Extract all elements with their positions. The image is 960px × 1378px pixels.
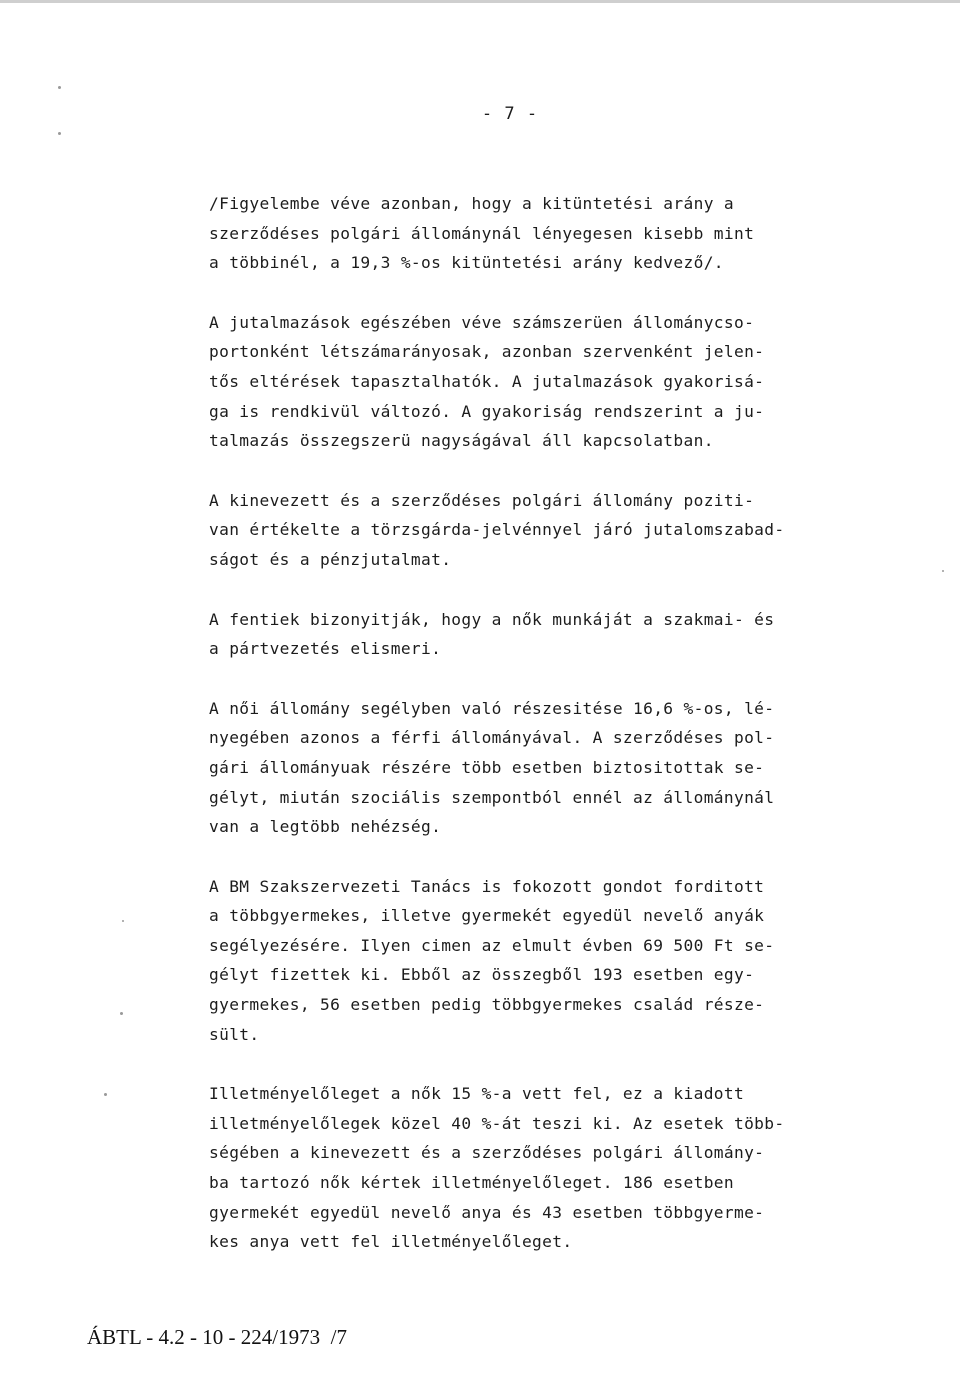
text-line: gyermekét egyedül nevelő anya és 43 esetben többgyerme- — [209, 1202, 765, 1222]
text-line: segélyezésére. Ilyen cimen az elmult évben 69 500 Ft se- — [209, 935, 775, 955]
text-line: a többgyermekes, illetve gyermekét egyedül nevelő anyák — [209, 906, 765, 926]
text-line: A BM Szakszervezeti Tanács is fokozott gondot forditott — [209, 876, 765, 896]
scan-speck — [58, 86, 61, 89]
scan-speck — [122, 920, 124, 922]
text-line: gyermekes, 56 esetben pedig többgyermekes család része- — [209, 995, 765, 1015]
scan-speck — [58, 132, 61, 135]
text-line: ba tartozó nők kértek illetményelőleget. 186 esetben — [209, 1173, 734, 1193]
text-line: portonként létszámarányosak, azonban szervenként jelen- — [209, 342, 765, 362]
text-line: ségében a kinevezett és a szerződéses polgári állomány- — [209, 1143, 765, 1163]
text-line: talmazás összegszerü nagyságával áll kapcsolatban. — [209, 431, 714, 451]
text-line: gélyt fizettek ki. Ebből az összegből 193 esetben egy- — [209, 965, 755, 985]
paragraph-2 — [209, 308, 879, 456]
text-line: gári állományuak részére több esetben biztositottak se- — [209, 757, 765, 777]
paragraph-4 — [209, 605, 879, 664]
paragraph-5 — [209, 694, 879, 842]
text-line: szerződéses polgári állománynál lényegesen kisebb mint — [209, 223, 755, 243]
text-line: a többinél, a 19,3 %-os kitüntetési arány kedvező/. — [209, 253, 724, 273]
document-body — [209, 189, 879, 1287]
text-line: kes anya vett fel illetményelőleget. — [209, 1232, 573, 1252]
scan-speck — [120, 1012, 123, 1015]
top-edge-rule — [0, 0, 960, 3]
paragraph-3 — [209, 486, 879, 575]
text-line: A kinevezett és a szerződéses polgári állomány poziti- — [209, 490, 755, 510]
paragraph-6 — [209, 872, 879, 1050]
text-line: van értékelte a törzsgárda-jelvénnyel járó jutalomszabad- — [209, 520, 785, 540]
text-line: van a legtöbb nehézség. — [209, 817, 442, 837]
text-line: Illetményelőleget a nők 15 %-a vett fel, ez a kiadott — [209, 1084, 745, 1104]
text-line: ga is rendkivül változó. A gyakoriság rendszerint a ju- — [209, 401, 765, 421]
text-line: sült. — [209, 1024, 260, 1044]
text-line: gélyt, miután szociális szempontból ennél az állománynál — [209, 787, 775, 807]
archive-reference: ÁBTL - 4.2 - 10 - 224/1973 /7 — [87, 1325, 347, 1349]
paragraph-1 — [209, 189, 879, 278]
scan-speck — [942, 570, 944, 572]
text-line: A jutalmazások egészében véve számszerüen állománycso- — [209, 312, 755, 332]
text-line: A fentiek bizonyitják, hogy a nők munkáját a szakmai- és — [209, 609, 775, 629]
paragraph-7 — [209, 1079, 879, 1257]
text-line: illetményelőlegek közel 40 %-át teszi ki. Az esetek több- — [209, 1113, 785, 1133]
scan-speck — [104, 1093, 107, 1096]
text-line: tős eltérések tapasztalhatók. A jutalmazások gyakorisá- — [209, 371, 765, 391]
page-number: - 7 - — [481, 104, 539, 124]
text-line: /Figyelembe véve azonban, hogy a kitüntetési arány a — [209, 194, 734, 213]
text-line: nyegében azonos a férfi állományával. A szerződéses pol- — [209, 728, 775, 748]
text-line: A női állomány segélyben való részesitése 16,6 %-os, lé- — [209, 698, 775, 718]
text-line: a pártvezetés elismeri. — [209, 639, 442, 659]
text-line: ságot és a pénzjutalmat. — [209, 549, 452, 569]
